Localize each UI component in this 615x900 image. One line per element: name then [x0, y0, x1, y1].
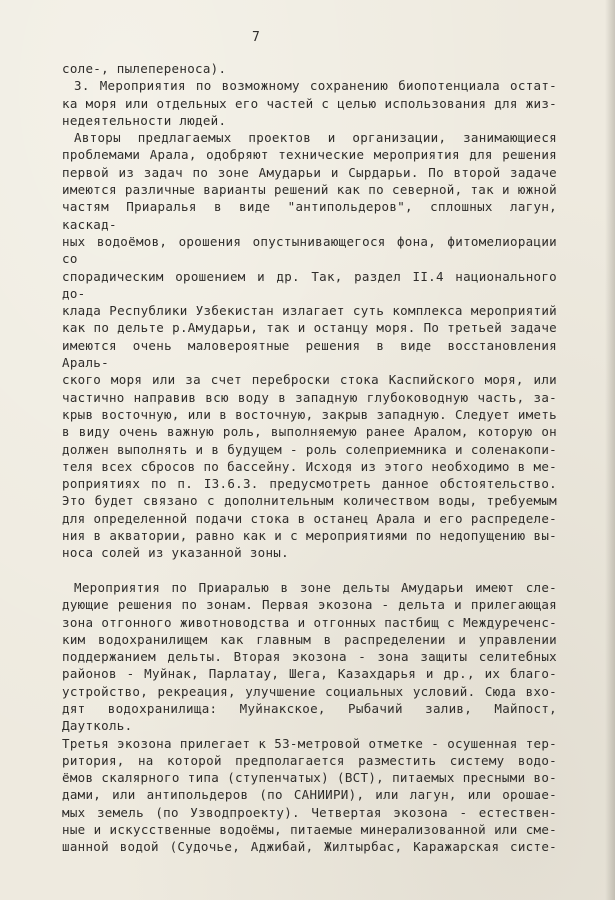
body-text	[62, 60, 557, 856]
text-line: как по дельте р.Амударьи, так и останцу моря. По третьей задаче	[62, 320, 557, 336]
text-line: клада Республики Узбекистан излагает суть комплекса мероприятий	[62, 303, 557, 319]
text-line: дят водохранилища: Муйнакское, Рыбачий залив, Майпост, Даутколь.	[62, 700, 557, 734]
text-line: имеются очень маловероятные решения в виде восстановления Араль-	[62, 337, 557, 371]
text-line: дами, или антипольдеров (по САНИИРИ), или лагун, или орошае-	[62, 787, 557, 803]
text-line: для определенной подачи стока в останец Арала и его распределе-	[62, 510, 557, 526]
text-line: ритория, на которой предполагается разместить систему водо-	[62, 752, 557, 768]
text-line: ка моря или отдельных его частей с целью использования для жиз-	[62, 95, 557, 111]
text-line: соле-, пылепереноса).	[62, 61, 227, 76]
text-line: Мероприятия по Приаралью в зоне дельты Амударьи имеют сле-	[74, 579, 557, 595]
text-line: ского моря или за счет переброски стока Каспийского моря, или	[62, 372, 557, 388]
text-line: носа солей из указанной зоны.	[62, 545, 289, 561]
text-line: ким водохранилищем как главным в распределении и управлении	[62, 631, 557, 647]
text-line: поддержанием дельты. Вторая экозона - зона защиты селитебных	[62, 649, 557, 665]
text-line: зона отгонного животноводства и отгонных пастбищ с Междуреченс-	[62, 614, 557, 630]
text-line: дующие решения по зонам. Первая экозона - дельта и прилегающая	[62, 597, 557, 613]
text-line: ных водоёмов, орошения опустынивающегося фона, фитомелиорации со	[62, 233, 557, 267]
text-line: Это будет связано с дополнительным количеством воды, требуемым	[62, 493, 557, 509]
text-line: ёмов скалярного типа (ступенчатых) (ВСТ), питаемых пресными во-	[62, 770, 557, 786]
page-number: 7	[252, 30, 260, 45]
text-line: ния в акватории, равно как и с мероприятиями по недопущению вы-	[62, 528, 557, 544]
text-line: 3. Мероприятия по возможному сохранению биопотенциала остат-	[74, 78, 557, 94]
text-line: проблемами Арала, одобряют технические мероприятия для решения	[62, 147, 557, 163]
paragraph-gap	[62, 562, 557, 579]
text-line: мых земель (по Узводпроекту). Четвертая экозона - естествен-	[62, 804, 557, 820]
text-line: частям Приаралья в виде "антипольдеров", сплошных лагун, каскад-	[62, 199, 557, 232]
page-edge-shadow	[605, 0, 615, 900]
text-line: устройство, рекреация, улучшение социальных условий. Сюда вхо-	[62, 683, 557, 699]
text-line: районов - Муйнак, Парлатау, Шега, Казахдарья и др., их благо-	[62, 666, 557, 682]
text-line: Третья экозона прилегает к 53-метровой отметке - осушенная тер-	[62, 735, 557, 751]
text-line: недеятельности людей.	[62, 112, 227, 128]
text-line: спорадическим орошением и др. Так, раздел II.4 национального до-	[62, 268, 557, 301]
text-line: роприятиях по п. I3.6.3. предусмотреть данное обстоятельство.	[62, 476, 557, 492]
text-line: Авторы предлагаемых проектов и организации, занимающиеся	[74, 130, 557, 146]
text-line: первой из задач по зоне Амударьи и Сырдарьи. По второй задаче	[62, 164, 557, 180]
text-line: крыв восточную, или в восточную, закрыв западную. Следует иметь	[62, 406, 557, 422]
text-line: шанной водой (Судочье, Аджибай, Жилтырбас, Каражарская систе-	[62, 839, 557, 855]
text-line: теля всех сбросов по бассейну. Исходя из этого необходимо в ме-	[62, 458, 557, 474]
text-line: имеются различные варианты решений как по северной, так и южной	[62, 182, 557, 198]
text-line: должен выполнять и в будущем - роль солеприемника и соленакопи-	[62, 441, 557, 457]
text-line: в виду очень важную роль, выполняемую ранее Аралом, которую он	[62, 424, 557, 440]
text-line: частично направив всю воду в западную глубоководную часть, за-	[62, 389, 557, 405]
text-line: ные и искусственные водоёмы, питаемые минерализованной или сме-	[62, 822, 557, 838]
